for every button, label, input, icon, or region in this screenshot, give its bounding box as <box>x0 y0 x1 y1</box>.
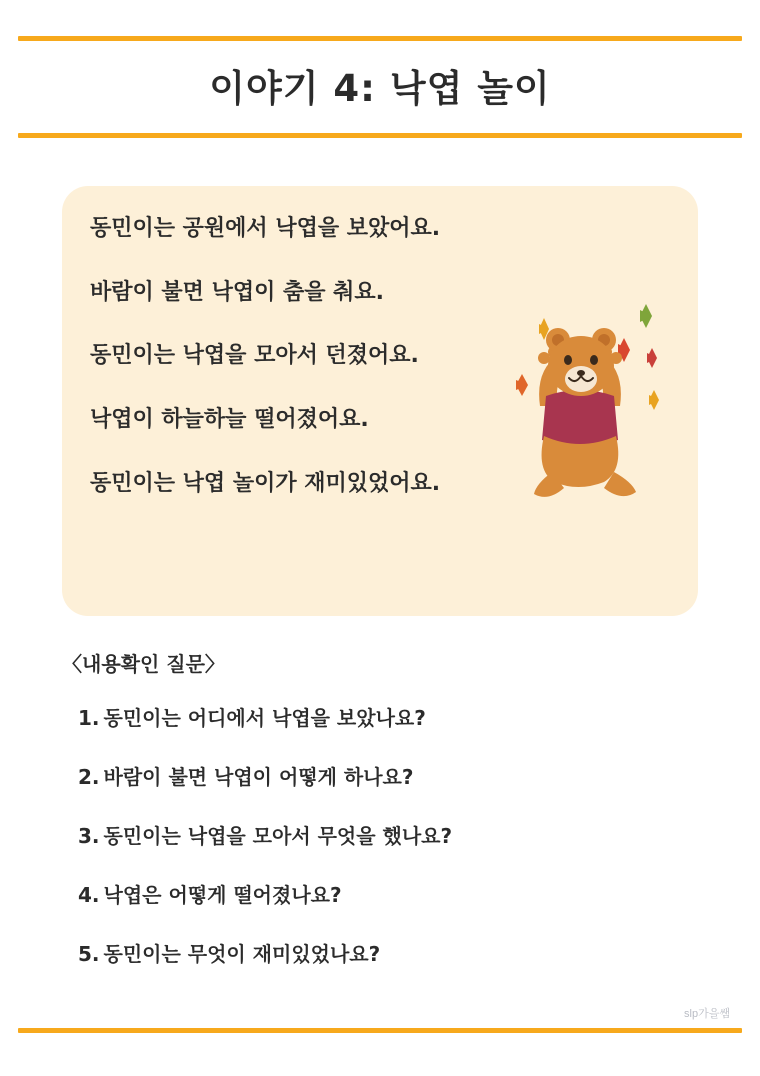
story-card <box>62 186 698 616</box>
question-text: 동민이는 무엇이 재미있었나요? <box>103 942 381 966</box>
question-text: 낙엽은 어떻게 떨어졌나요? <box>103 883 342 907</box>
question-text: 동민이는 어디에서 낙엽을 보았나요? <box>103 706 426 730</box>
story-text-block <box>90 214 530 498</box>
questions-heading: 〈내용확인 질문〉 <box>62 652 225 676</box>
question-number: 2. <box>78 765 100 789</box>
question-number: 5. <box>78 942 100 966</box>
story-line: 동민이는 공원에서 낙엽을 보았어요. <box>90 216 441 241</box>
story-line: 낙엽이 하늘하늘 떨어졌어요. <box>90 407 369 433</box>
story-line: 동민이는 낙엽 놀이가 재미있었어요. <box>90 470 441 496</box>
page-title: 이야기 4: 낙엽 놀이 <box>209 67 551 110</box>
title-bottom-divider-rule <box>18 133 742 138</box>
question-item <box>78 820 678 849</box>
question-item <box>78 702 678 731</box>
watermark-credit: slp가을쌤 <box>684 1008 730 1020</box>
question-item <box>78 761 678 790</box>
question-number: 3. <box>78 824 100 848</box>
story-line: 바람이 불면 낙엽이 춤을 춰요. <box>90 279 385 305</box>
question-item <box>78 938 678 967</box>
bottom-divider-rule <box>18 1028 742 1033</box>
question-number: 4. <box>78 883 100 907</box>
question-text: 바람이 불면 낙엽이 어떻게 하나요? <box>103 765 414 789</box>
question-number: 1. <box>78 706 100 730</box>
question-text: 동민이는 낙엽을 모아서 무엇을 했나요? <box>103 824 453 848</box>
bear-throwing-leaves-illustration <box>500 286 680 516</box>
story-line: 동민이는 낙엽을 모아서 던졌어요. <box>90 343 419 369</box>
top-divider-rule <box>18 36 742 41</box>
questions-list <box>78 702 678 997</box>
question-item <box>78 879 678 908</box>
